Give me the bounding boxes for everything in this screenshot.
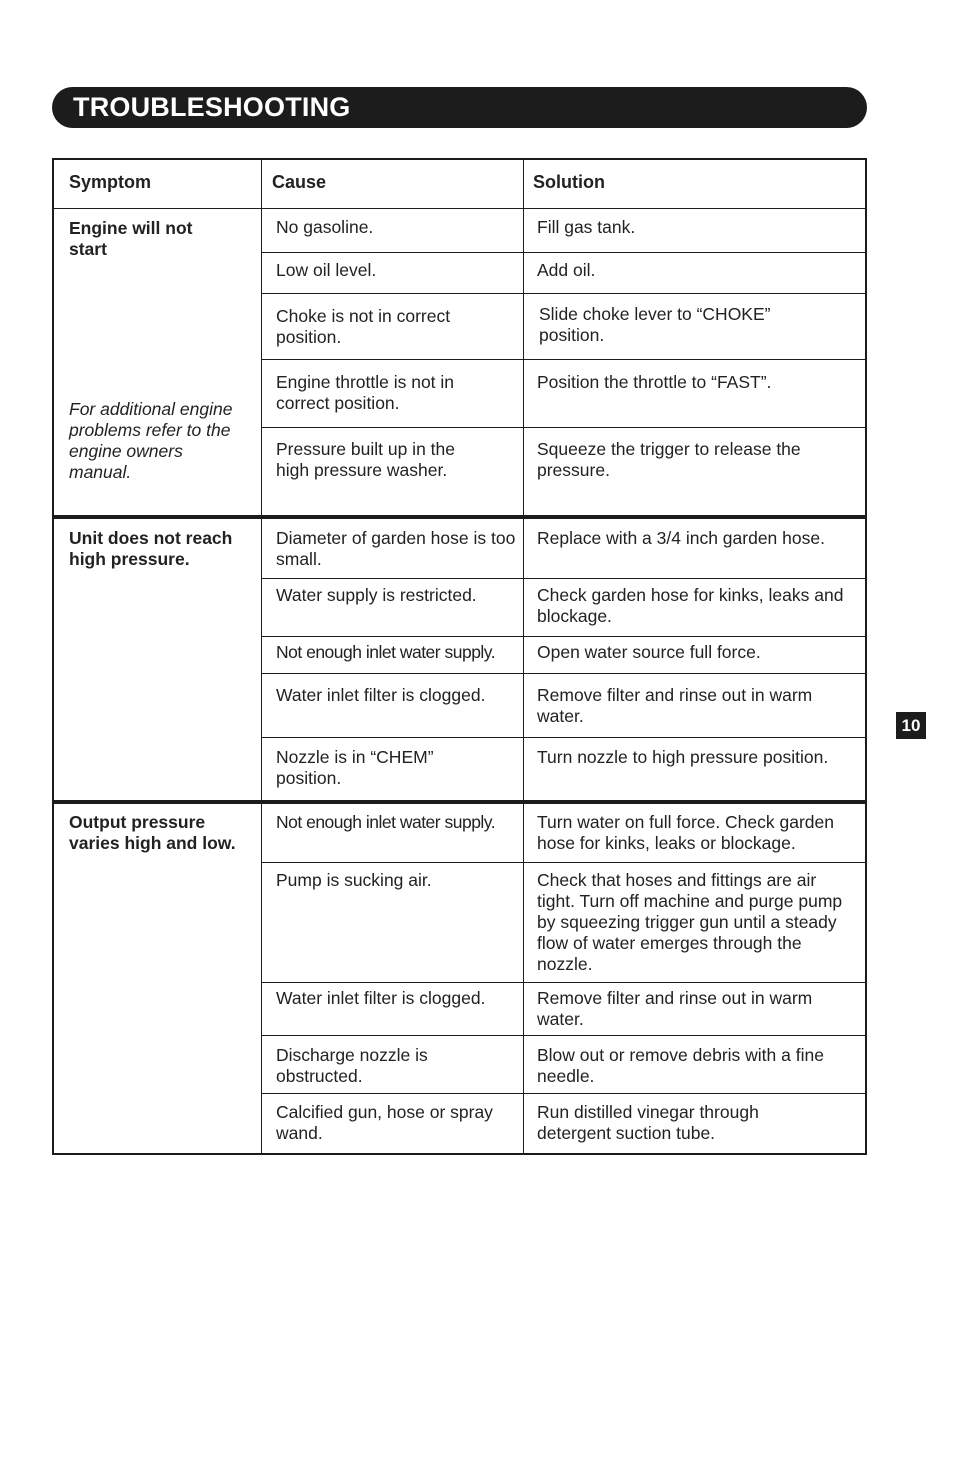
cause-cell: Water inlet filter is clogged. — [276, 685, 486, 705]
cause-cell: Not enough inlet water supply. — [276, 812, 496, 832]
page-title: TROUBLESHOOTING — [73, 92, 351, 122]
header-solution: Solution — [533, 172, 605, 192]
row-divider — [261, 862, 865, 863]
solution-cell: Check that hoses and fittings are air tight. Turn off machine and purge pump by squeezing trigger gun until a steady flow of water emerges through the nozzle. — [537, 870, 843, 974]
solution-cell: Blow out or remove debris with a fine needle. — [537, 1045, 824, 1086]
group-divider — [54, 515, 865, 519]
page-number: 10 — [896, 712, 926, 739]
row-divider — [261, 673, 865, 674]
solution-cell: Slide choke lever to “CHOKE” position. — [539, 304, 771, 345]
row-divider — [261, 1093, 865, 1094]
row-divider — [261, 982, 865, 983]
header-divider — [54, 208, 865, 209]
header-cause: Cause — [272, 172, 327, 192]
solution-cell: Remove filter and rinse out in warm water. — [537, 988, 813, 1029]
group-divider — [54, 800, 865, 804]
row-divider — [261, 359, 865, 360]
solution-cell: Position the throttle to “FAST”. — [537, 372, 772, 392]
row-divider — [261, 252, 865, 253]
symptom-note: For additional engine problems refer to the engine owners manual. — [69, 399, 233, 482]
cause-cell: Water inlet filter is clogged. — [276, 988, 486, 1008]
cause-cell: Diameter of garden hose is too small. — [276, 528, 516, 569]
troubleshooting-table — [52, 158, 867, 1155]
solution-cell: Squeeze the trigger to release the pressure. — [537, 439, 801, 480]
cause-cell: Discharge nozzle is obstructed. — [276, 1045, 428, 1086]
cause-cell: Pressure built up in the high pressure washer. — [276, 439, 455, 480]
cause-cell: Calcified gun, hose or spray wand. — [276, 1102, 493, 1143]
symptom-cell: Output pressure varies high and low. — [69, 812, 236, 853]
cause-cell: Water supply is restricted. — [276, 585, 477, 605]
row-divider — [261, 427, 865, 428]
cause-cell: Not enough inlet water supply. — [276, 642, 496, 662]
cause-cell: Low oil level. — [276, 260, 377, 280]
solution-cell: Replace with a 3/4 inch garden hose. — [537, 528, 825, 548]
solution-cell: Turn water on full force. Check garden hose for kinks, leaks or blockage. — [537, 812, 834, 853]
solution-cell: Turn nozzle to high pressure position. — [537, 747, 829, 767]
solution-cell: Check garden hose for kinks, leaks and blockage. — [537, 585, 844, 626]
symptom-cell: Engine will not start — [69, 218, 193, 259]
solution-cell: Fill gas tank. — [537, 217, 636, 237]
symptom-cell: Unit does not reach high pressure. — [69, 528, 233, 569]
cause-cell: Engine throttle is not in correct position. — [276, 372, 455, 413]
row-divider — [261, 737, 865, 738]
cause-cell: Choke is not in correct position. — [276, 306, 451, 347]
solution-cell: Open water source full force. — [537, 642, 761, 662]
column-divider — [523, 160, 524, 1153]
solution-cell: Add oil. — [537, 260, 596, 280]
column-divider — [261, 160, 262, 1153]
row-divider — [261, 293, 865, 294]
row-divider — [261, 1035, 865, 1036]
row-divider — [261, 636, 865, 637]
solution-cell: Remove filter and rinse out in warm water. — [537, 685, 813, 726]
row-divider — [261, 578, 865, 579]
header-symptom: Symptom — [69, 172, 152, 192]
cause-cell: Pump is sucking air. — [276, 870, 432, 890]
cause-cell: Nozzle is in “CHEM” position. — [276, 747, 434, 788]
title-bar — [52, 87, 867, 128]
cause-cell: No gasoline. — [276, 217, 374, 237]
solution-cell: Run distilled vinegar through detergent suction tube. — [537, 1102, 759, 1143]
